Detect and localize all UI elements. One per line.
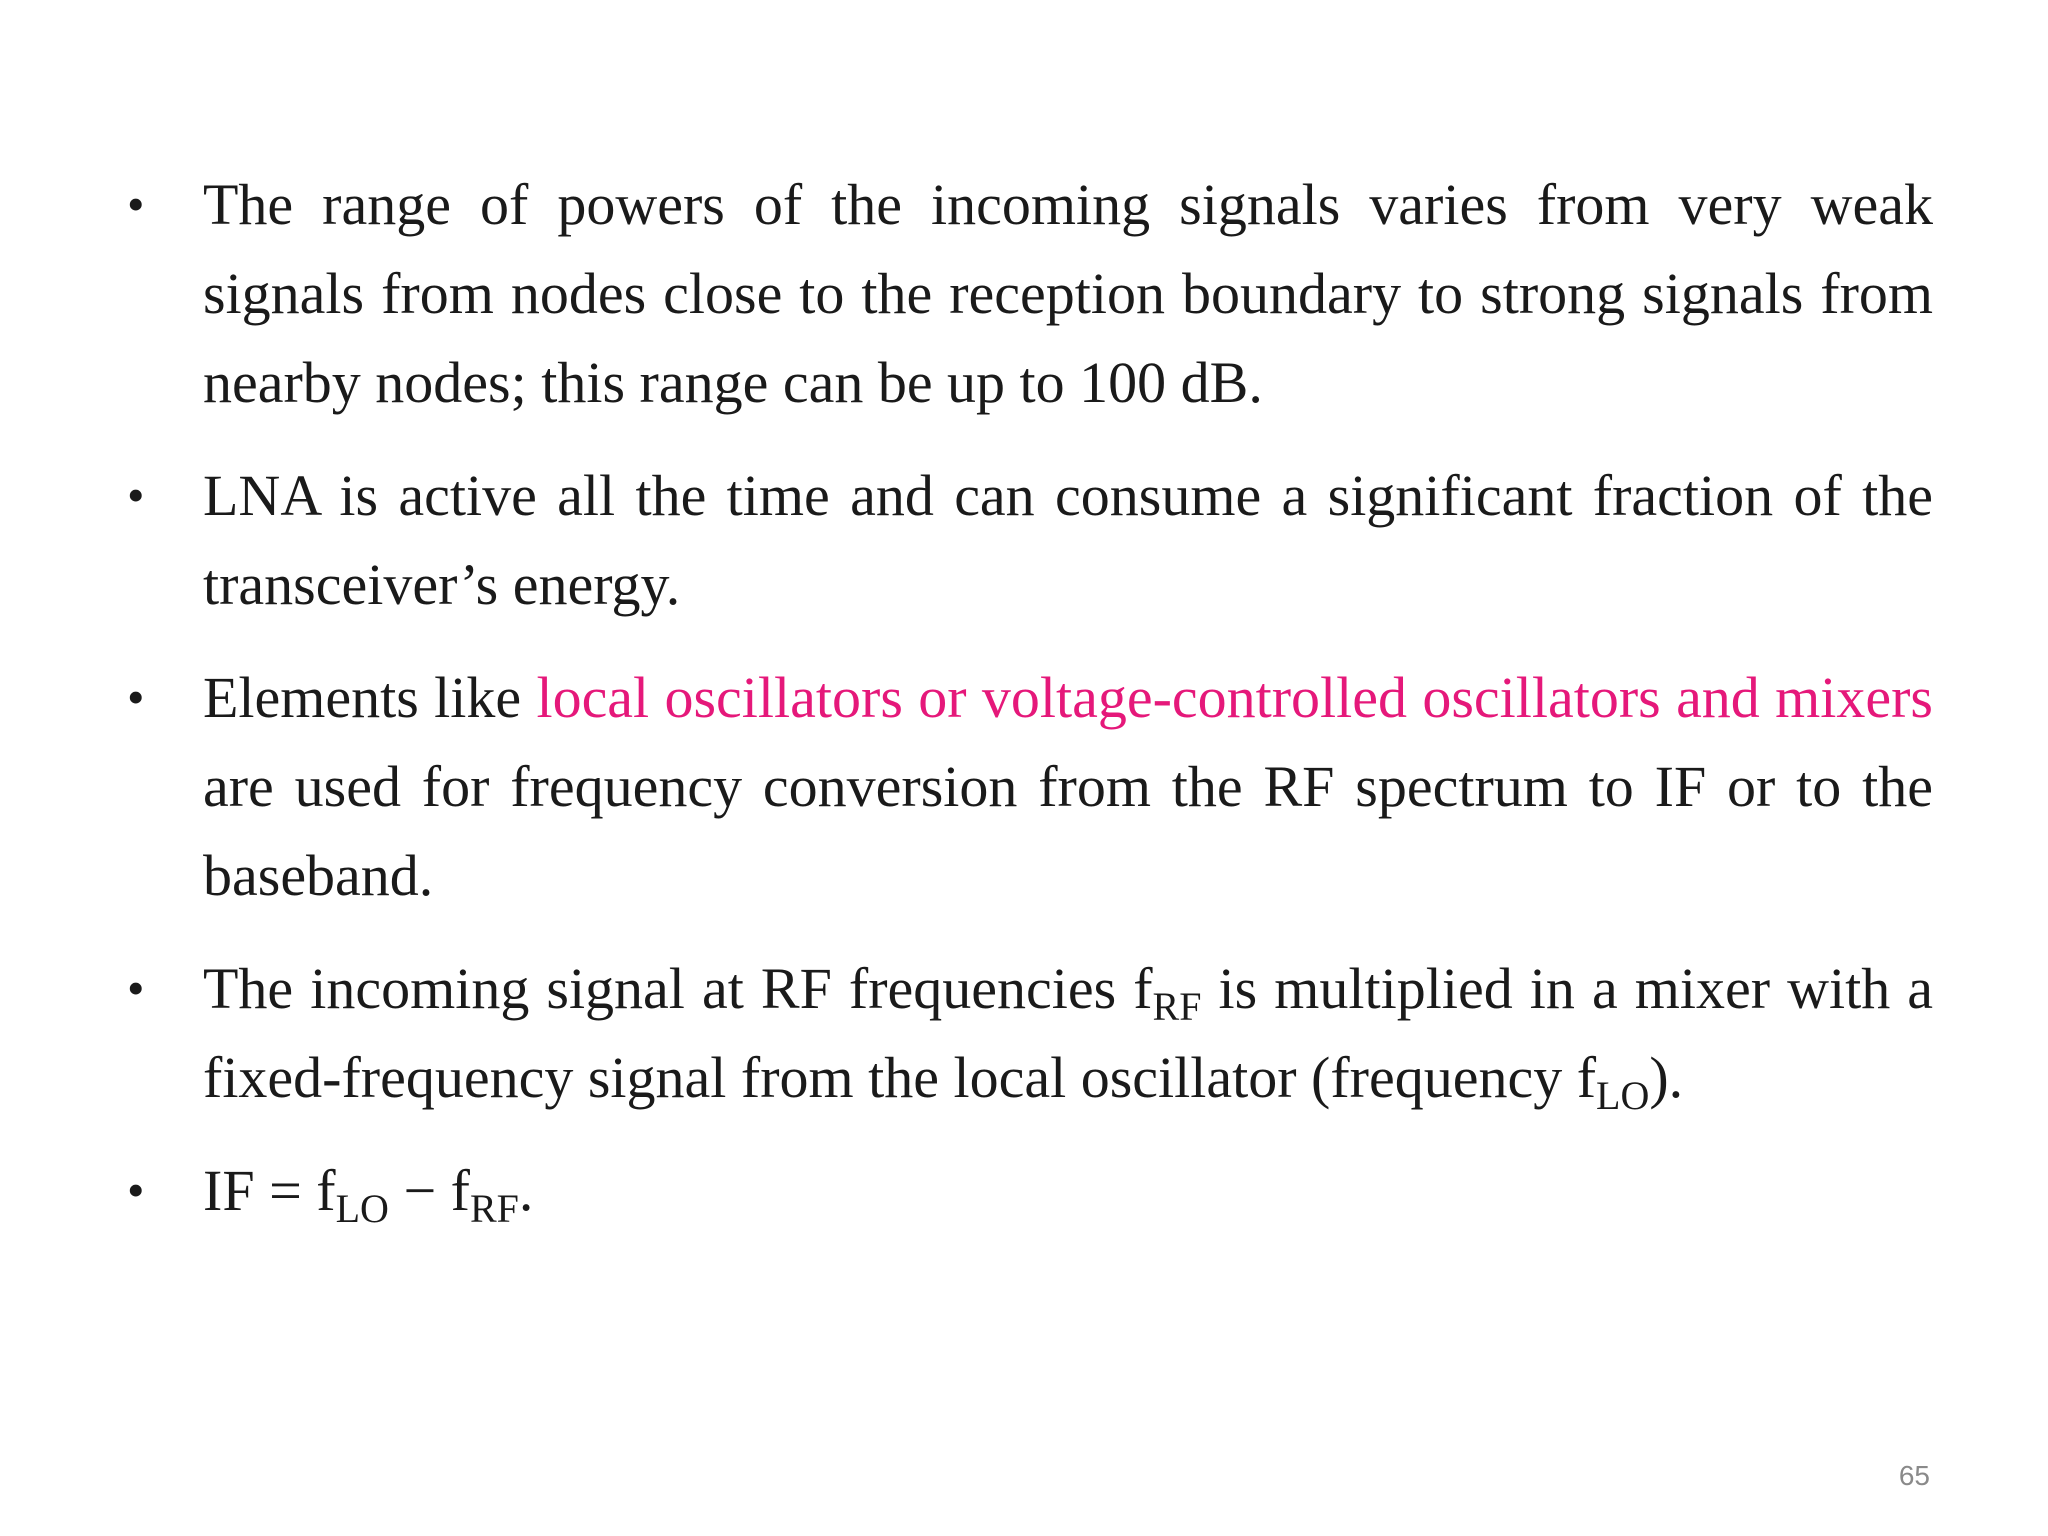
bullet-icon: • xyxy=(127,960,145,1016)
subscript-lo: LO xyxy=(335,1186,389,1231)
highlighted-phrase: local oscillators or voltage-controlled oscillators and mixers xyxy=(536,665,1933,730)
bullet-text-suffix: are used for frequency conversion from the RF spectrum to IF or to the baseband. xyxy=(203,754,1933,908)
bullet-item xyxy=(125,451,1933,629)
bullet-icon: • xyxy=(127,669,145,725)
bullet-item xyxy=(125,653,1933,920)
subscript-rf: RF xyxy=(1152,984,1202,1029)
bullet-item xyxy=(125,160,1933,427)
equation-part: IF = f xyxy=(203,1158,336,1223)
bullet-text: LNA is active all the time and can consume a significant fraction of the transceiver’s energy. xyxy=(203,463,1933,617)
bullet-text: The range of powers of the incoming signals varies from very weak signals from nodes close to the reception boundary to strong signals from nearby nodes; this range can be up to 100 dB. xyxy=(203,172,1933,415)
bullet-text-part: ). xyxy=(1649,1045,1684,1110)
bullet-text-part: is multiplied in a mixer with a fixed-frequency signal from the local oscillator (frequency f xyxy=(203,956,1933,1110)
bullet-icon: • xyxy=(127,1162,145,1218)
page-number: 65 xyxy=(1898,1460,1930,1491)
subscript-rf: RF xyxy=(469,1186,519,1231)
bullet-item xyxy=(125,1146,1933,1235)
bullet-list xyxy=(125,160,1933,1259)
bullet-text-part: The incoming signal at RF frequencies f xyxy=(203,956,1153,1021)
equation-part: − f xyxy=(388,1158,470,1223)
bullet-text-prefix: Elements like xyxy=(203,665,537,730)
equation-part: . xyxy=(518,1158,534,1223)
bullet-icon: • xyxy=(127,176,145,232)
bullet-item xyxy=(125,944,1933,1122)
subscript-lo: LO xyxy=(1596,1073,1650,1118)
bullet-icon: • xyxy=(127,467,145,523)
